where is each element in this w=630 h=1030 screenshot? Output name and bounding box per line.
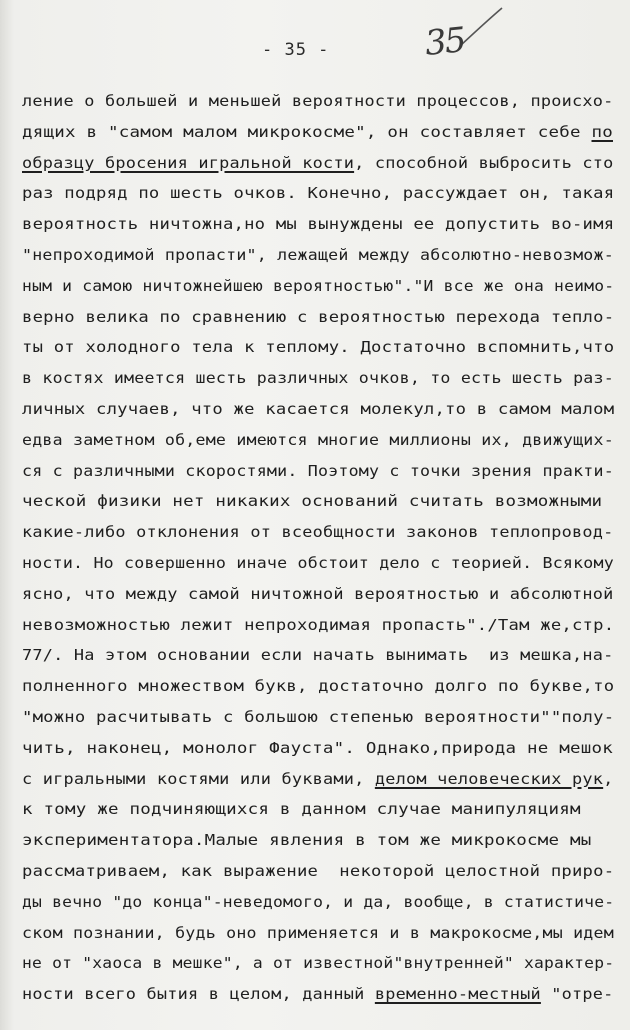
text-segment: рассматриваем, как выражение некоторой целостной приро- <box>22 862 615 880</box>
text-line <box>22 954 614 972</box>
text-segment: едва заметном об,еме имеются многие миллионы их, движущих- <box>22 430 614 449</box>
text-line <box>22 924 614 942</box>
text-segment: к тому же подчиняющихся в данном случае манипуляциям <box>22 800 581 819</box>
text-segment: в костях имеется шесть различных очков, то есть шесть раз- <box>22 369 614 388</box>
text-segment: "непроходимой пропасти", лежащей между абсолютно-невозмож- <box>22 246 614 264</box>
text-segment: верно велика по сравнению с вероятностью перехода тепло- <box>22 307 615 326</box>
text-line <box>22 277 614 295</box>
text-segment: , способной выбросить сто <box>354 153 614 172</box>
text-segment: дящих в "самом малом микрокосме", он составляет себе <box>22 122 592 141</box>
text-line <box>22 92 614 110</box>
text-segment: ности всего бытия в целом, данный <box>22 985 375 1004</box>
text-line <box>22 646 614 664</box>
text-line <box>22 308 614 326</box>
text-line <box>22 831 592 849</box>
text-line <box>22 985 614 1003</box>
text-segment: , <box>603 769 614 788</box>
text-line <box>22 523 614 541</box>
text-segment: ды вечно "до конца"-неведомого, и да, вообще, в статистиче- <box>22 892 615 911</box>
text-segment: раз подряд по шесть очков. Конечно, рассуждает он, такая <box>22 184 615 203</box>
text-segment: личных случаев, что же касается молекул,то в самом малом <box>22 400 615 418</box>
text-segment: чить, наконец, монолог Фауста". Однако,природа не мешок <box>22 738 613 757</box>
text-line <box>22 770 614 788</box>
text-segment: ты от холодного тела к теплому. Достаточно вспомнить,что <box>22 338 615 357</box>
underlined-text: по <box>591 122 613 141</box>
text-line <box>22 246 614 264</box>
text-line <box>22 338 614 356</box>
text-line <box>22 739 613 757</box>
text-line <box>22 215 614 233</box>
text-segment: "можно расчитывать с большою степенью вероятности""полу- <box>22 708 615 726</box>
text-segment: ности. Но совершенно иначе обстоит дело с теорией. Всякому <box>22 554 614 572</box>
text-segment: не от "хаоса в мешке", а от известной"внутренней" характер- <box>22 954 615 973</box>
text-segment: с игральными костями или буквами, <box>22 769 375 788</box>
text-line <box>22 616 614 634</box>
text-segment: 77/. На этом основании если начать вынимать из мешка,на- <box>22 646 614 665</box>
text-line <box>22 893 614 911</box>
text-line <box>22 369 614 387</box>
text-segment: ском познании, будь оно применяется и в макрокосме,мы идем <box>22 923 614 942</box>
text-segment: ление о большей и меньшей вероятности процессов, происхо- <box>22 92 614 110</box>
text-segment: вероятность ничтожна,но мы вынуждены ее допустить во-имя <box>22 215 615 234</box>
underlined-text: образцу бросения игральной кости <box>22 153 355 172</box>
text-line <box>22 800 581 818</box>
text-line <box>22 123 613 141</box>
text-line <box>22 154 614 172</box>
text-segment: экспериментатора.Малые явления в том же микрокосме мы <box>22 831 592 850</box>
text-line <box>22 677 614 695</box>
text-segment: ся с различными скоростями. Поэтому с точки зрения практи- <box>22 461 614 480</box>
text-line <box>22 862 614 880</box>
text-line <box>22 462 614 480</box>
text-segment: полненного множеством букв, достаточно долго по букве,то <box>22 677 615 696</box>
handwritten-page-number: 35 <box>423 20 467 64</box>
text-line <box>22 554 614 572</box>
text-line <box>22 431 614 449</box>
page-number: - 35 - <box>262 40 330 60</box>
text-line <box>22 708 614 726</box>
text-line <box>22 184 614 202</box>
text-line <box>22 400 614 418</box>
text-segment: невозможностью лежит непроходимая пропасть"./Там же,стр. <box>22 615 615 634</box>
text-segment: какие-либо отклонения от всеобщности законов теплопровод- <box>22 523 614 542</box>
text-segment: ческой физики нет никаких оснований считать возможными <box>22 492 603 511</box>
text-segment: ясно, что между самой ничтожной вероятностью и абсолютной <box>22 584 614 603</box>
text-segment: "отре- <box>540 985 614 1004</box>
text-line <box>22 492 602 510</box>
text-segment: ным и самою ничтожнейшею вероятностью"."И все же она неимо- <box>22 276 615 295</box>
text-line <box>22 585 614 603</box>
underlined-text: делом человеческих рук <box>374 769 604 788</box>
underlined-text: временно-местный <box>374 985 541 1004</box>
